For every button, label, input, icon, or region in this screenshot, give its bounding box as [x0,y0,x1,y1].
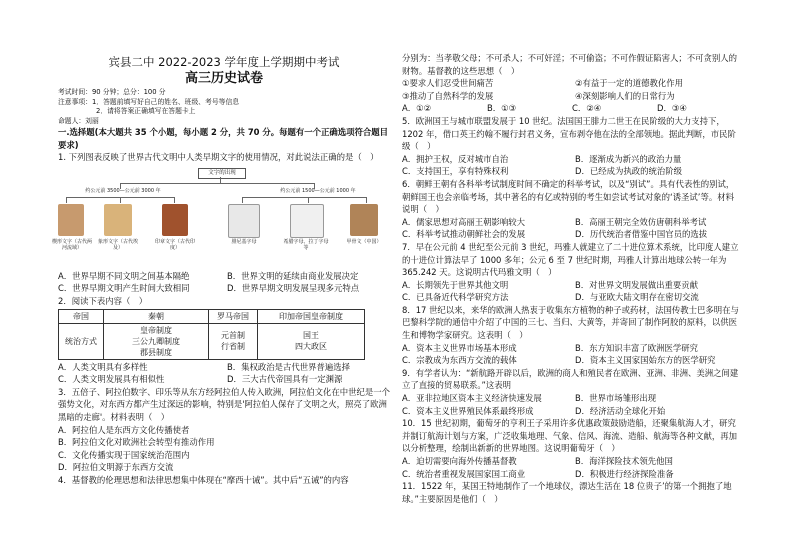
q2-stem: 2．阅读下表内容（ ） [58,295,148,306]
q4-option-b[interactable]: B．①③ [487,103,517,114]
q3-option-c[interactable]: C．文化传播实现于国家统治范围内 [58,449,190,460]
greek-latin-image [290,204,324,238]
diagram-item-1: 楔形文字（古代两河流域） [52,238,93,252]
q8-option-b[interactable]: B．东方知识丰富了欧洲医学研究 [575,342,698,353]
q9-option-b[interactable]: B．世界市场雏形出现 [575,393,657,404]
q4-statements [402,77,742,102]
q1-options [58,270,390,295]
q9-option-a[interactable]: A．亚非拉地区资本主义经济快速发展 [402,393,542,404]
q9-options [402,392,742,417]
q1-stem: 1. 下列图表反映了世界古代文明中人类早期文字的使用情况，对此说法正确的是（ ） [58,152,379,163]
q7-option-c[interactable]: C．已具备近代科学研究方法 [402,292,509,303]
q10-stem: 10．15 世纪初期，葡萄牙的亨利王子采用许多优惠政策鼓励造船，还聚集航海人才，研究并制订航海计划与方案，广泛收集地理、气象、信风、海流、造船、航海等各种文献，再加以分析整理，绘制出新新的世界地图。这说明葡萄牙（ ） [402,418,737,454]
exam-subtitle: 高三历史试卷 [184,71,263,86]
q5-option-d[interactable]: D．已经成为执政的统治阶级 [575,166,682,177]
q3-option-a[interactable]: A．阿拉伯人是东西方文化传播使者 [58,424,190,435]
q10-options [402,455,742,480]
table-cell: 国王 四大政区 [258,323,365,359]
q5-option-b[interactable]: B．逐渐成为新兴的政治力量 [575,153,682,164]
q7-option-a[interactable]: A．长期领先于世界其他文明 [402,279,509,290]
table-header: 印加帝国皇帝制度 [258,309,365,323]
q3-option-b[interactable]: B．阿拉伯文化对欧洲社会转型有推动作用 [58,437,215,448]
diagram-item-3: 印章文字（古代印度） [155,238,196,252]
q6-option-d[interactable]: D．历代统治者借鉴中国官员的选拔 [575,229,708,240]
q7-options [402,279,742,304]
q7-option-d[interactable]: D．与亚欧大陆文明存在密切交流 [575,292,699,303]
hieroglyph-image [104,204,132,236]
q10-option-a[interactable]: A．迫切需要向海外传播基督教 [402,456,517,466]
q2-options [58,361,390,386]
q7-stem: 7．早在公元前 4 世纪至公元前 3 世纪，玛雅人就建立了二十进位算术系统，比印度人建立的十进位计算法早了 1000 多年；公元 6 至 7 世纪时期，玛雅人计算出地球公转一年为 365.242 天。这说明古代玛雅文明（ ） [402,241,739,278]
q2-table [58,309,365,360]
q5-stem: 5．欧洲国王与城市联盟发展于 10 世纪。法国国王腓力二世王在民阶级的大力支持下，1202 年，借口英王约翰不履行封君义务，宣布剥夺他在法的全部领地。据此判断，市民阶级（ ） [402,115,736,152]
q9-option-d[interactable]: D．经济活动全球化开始 [575,405,666,416]
q8-option-d[interactable]: D．资本主义国家国始东方的医学研究 [575,355,716,366]
q5-option-a[interactable]: A．拥护王权，反对城市自治 [402,153,509,164]
table-cell: 元首制 行省制 [209,323,258,359]
q4-statement-4: ④深刻影响人们的日常行为 [575,90,675,101]
q6-stem: 6．朝鲜王朝有各科举考试制度时间不确定的科举考试，以及“别试”。具有代表性的别试，朝鲜国王也会亲临考场，其中著名的有亿或特别的考生如尝试考试对象的‘诱圣试’等。材料说明（ ） [402,178,735,215]
q2-option-d[interactable]: D．三大古代帝国具有一定渊源 [227,374,343,385]
q4-continued: 分别为：当孝敬父母；不可杀人；不可奸淫；不可偷盗；不可作假证陷害人；不可贪别人的财物。基督教的这些思想（ ） [402,53,737,76]
diagram-item-2: 象形文字（古代埃及） [98,238,139,252]
notice-1: 注意事项：1．答题前填写好自己的姓名、班级、考号等信息 [58,97,240,106]
q10-option-d[interactable]: D．积极进行经济探险准备 [575,468,674,479]
q1-diagram [52,166,390,268]
q4-statement-3: ③推动了自然科学的发展 [402,90,494,101]
q6-option-b[interactable]: B．高丽王朝完全效仿唐朝科举考试 [575,216,707,227]
q4-stem: 4．基督教的伦理思想和法律思想集中体现在“摩西十诫”。其中后“五诫”的内容 [58,474,349,485]
q10-option-c[interactable]: C．统治者重视发展国家国工商业 [402,468,526,479]
q4-option-c[interactable]: C．②④ [572,103,602,114]
left-column [52,48,390,487]
q9-option-c[interactable]: C．资本主义世界殖民体系最终形成 [402,405,534,416]
right-column [402,52,742,505]
q4-option-d[interactable]: D．③④ [657,103,687,114]
diagram-root: 文字的出现 [198,168,246,179]
q6-option-a[interactable]: A．儒家思想对高丽王朝影响较大 [402,216,525,227]
q8-option-a[interactable]: A．资本主义世界市场基本形成 [402,342,517,353]
q6-options [402,216,742,241]
diagram-item-6: 甲骨文（中国） [346,238,382,245]
exam-time: 考试时间：90 分钟；总分：100 分 [58,88,166,96]
diagram-left-branch: 约公元前 3500—公元前 3000 年 [85,187,161,194]
q1-option-a[interactable]: A．世界早期不同文明之间基本隔绝 [58,270,190,281]
q5-options [402,153,742,178]
q2-option-b[interactable]: B．集权政治是古代世界普遍选择 [227,361,350,372]
q9-stem: 9．有学者认为：“新航路开辟以后，欧洲的商人和殖民者在欧洲、亚洲、非洲、美洲之间建立了直接的贸易联系。”这表明 [402,367,739,391]
q4-options [402,102,742,115]
q2-option-a[interactable]: A．人类文明具有多样性 [58,361,148,372]
notice-2: 2．请将答案正确填写在答题卡上 [96,107,196,115]
q7-option-b[interactable]: B．对世界文明发展做出重要贡献 [575,279,698,290]
q1-option-c[interactable]: C．世界早期文明产生时间大致相同 [58,283,190,294]
q3-stem: 3．五倍子、阿拉伯数字、印乐等从东方经阿拉伯人传入欧洲，阿拉伯文化在中世纪是一个强势文化，对东西方都产生过深远的影响，特别是'阿拉伯人保存了文明之火，照亮了欧洲黑暗的走廊'。材料表明（ ） [58,386,390,422]
q2-option-c[interactable]: C．人类文明发展具有相似性 [58,374,165,385]
q1-option-d[interactable]: D．世界早期文明发展呈现多元特点 [227,283,360,294]
q11-stem: 11．1522 年，某国王特地制作了一个地球仪，漂达生活在 18 位贵子’的第一个拥抱了地球。”主要原因是他们（ ） [402,481,732,504]
q4-option-a[interactable]: A．①② [402,103,432,114]
table-header: 罗马帝国 [209,309,258,323]
table-header: 秦朝 [104,309,209,323]
table-cell: 统治方式 [59,323,104,359]
phoenician-image [228,204,260,238]
diagram-right-branch: 约公元前 1500—公元前 1000 年 [280,187,356,194]
diagram-item-4: 腓尼基字母 [231,238,257,245]
q4-statement-2: ②有益于一定的道德教化作用 [575,78,684,89]
diagram-item-5: 希腊字母、拉丁字母等 [283,238,329,252]
q8-stem: 8．17 世纪以来，来华的欧洲人热衷于收集东方植物的种子或药材，法国传教士巴多明在与巴黎科学院的通信中介绍了中国的三七、当归、大黄等，并寄回了制作阿胶的原料，以供医生和博物学家研究。这表明（ ） [402,304,739,341]
oracle-bone-image [350,204,378,236]
section-heading: 一.选择题(本大题共 35 个小题，每小题 2 分，共 70 分。每题有一个正确选项符合题目要求) [58,127,389,150]
table-header: 帝国 [59,309,104,323]
q10-option-b[interactable]: B．海洋探险技术领先他国 [575,456,673,466]
q4-statement-1: ①要求人们忍受世间痛苦 [402,78,494,89]
author: 命题人：刘丽 [58,116,99,125]
exam-title: 宾县二中 2022-2023 学年度上学期期中考试 [108,55,340,69]
q3-option-d[interactable]: D．阿拉伯文明源于东西方交流 [58,462,174,473]
cuneiform-tablet-image [58,204,84,236]
q6-option-c[interactable]: C．科举考试推动朝鲜社会的发展 [402,229,526,240]
q5-option-c[interactable]: C．支持国王，享有特殊权利 [402,166,509,177]
table-cell: 皇帝制度 三公九卿制度 郡县制度 [104,323,209,359]
indus-seal-image [162,204,188,236]
q8-options [402,342,742,367]
q1-option-b[interactable]: B．世界文明的延续由商业发展决定 [227,270,359,281]
q8-option-c[interactable]: C．宗教成为东西方交流的载体 [402,355,517,366]
